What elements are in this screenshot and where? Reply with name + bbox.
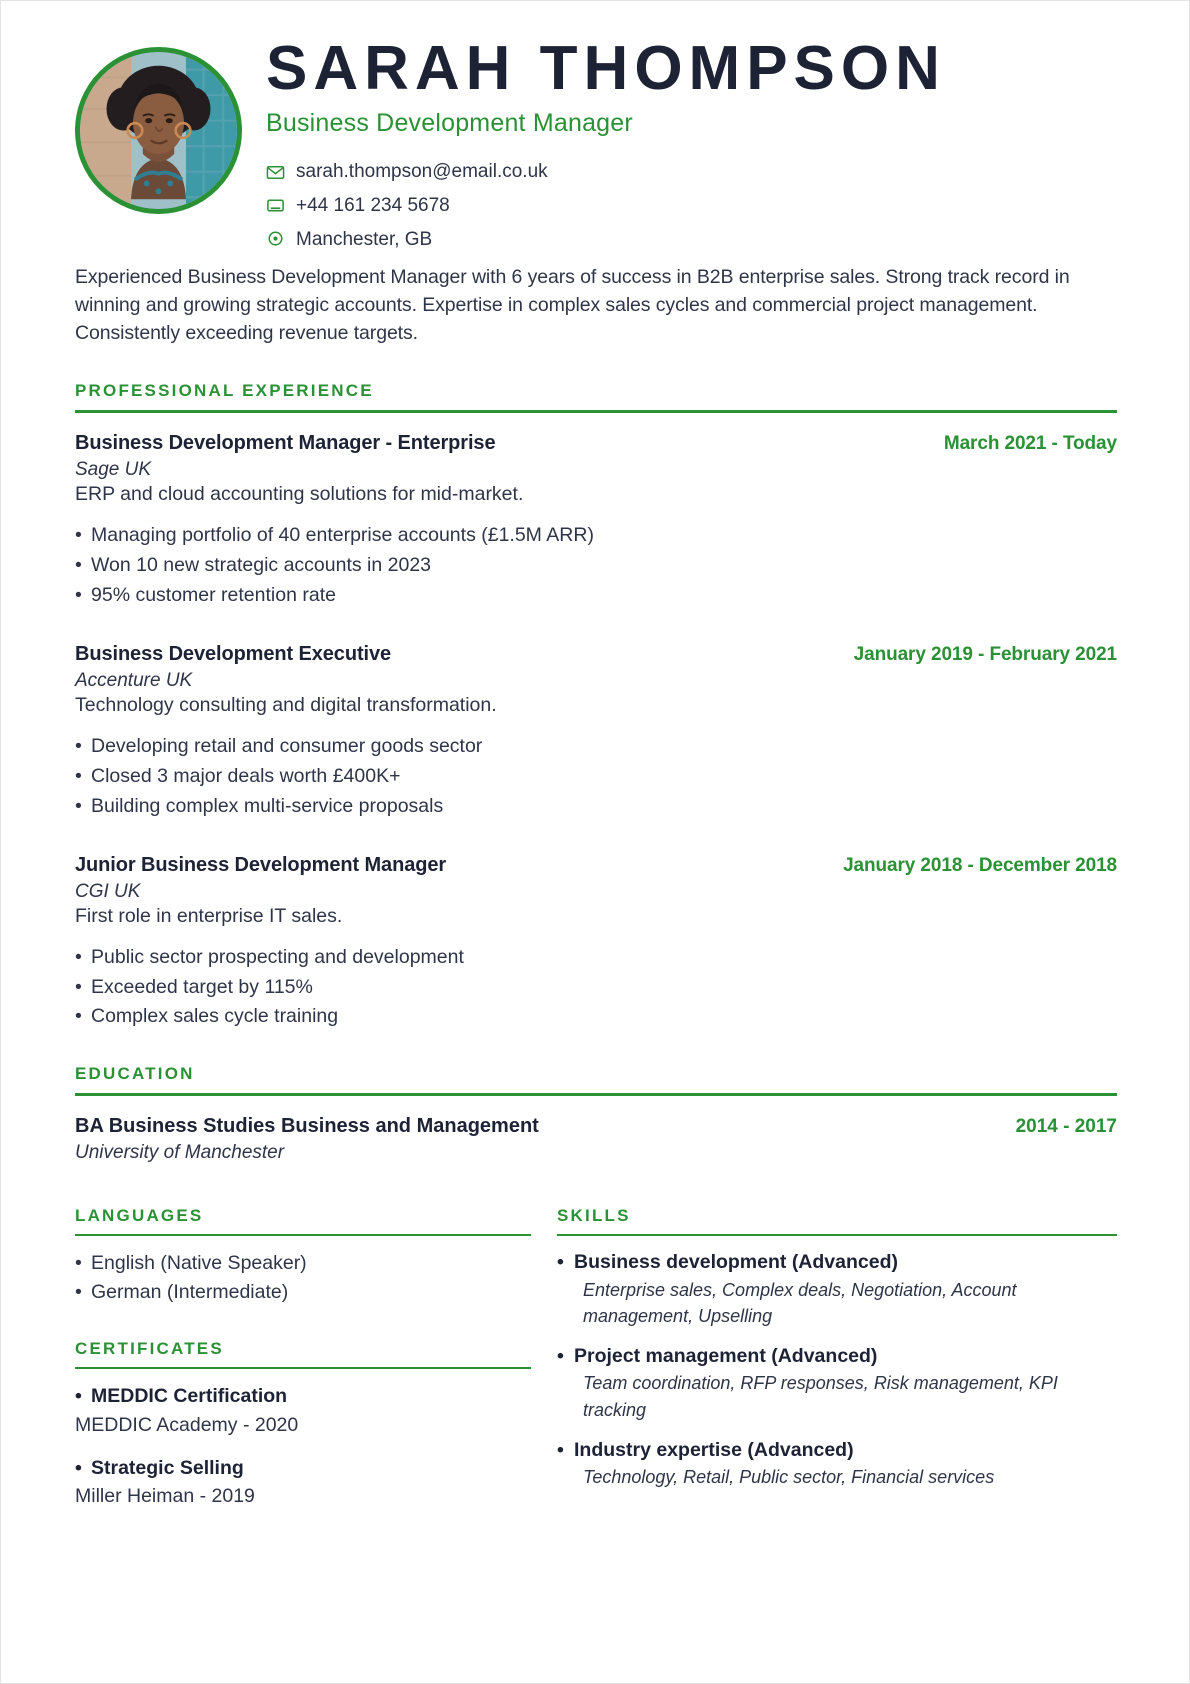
experience-role: Junior Business Development Manager [75,853,447,876]
education-dates: 2014 - 2017 [1015,1116,1117,1138]
experience-dates: January 2019 - February 2021 [853,643,1117,665]
skill-item [557,1437,1117,1491]
skill-detail: Team coordination, RFP responses, Risk management, KPI tracking [583,1373,1058,1420]
languages-list [75,1250,531,1306]
experience-bullets [75,944,1117,1031]
contact-phone-value: +44 161 234 5678 [296,194,450,216]
skill-name: • Project management (Advanced) [557,1343,1117,1369]
skill-detail: Technology, Retail, Public sector, Financial services [583,1466,995,1487]
section-certificates [75,1339,531,1509]
contact-phone[interactable] [266,193,1117,219]
certificate-name: • Strategic Selling [75,1455,531,1481]
section-education [75,1064,1117,1164]
section-divider [75,1367,531,1369]
skill-item [557,1343,1117,1424]
skill-item [557,1249,1117,1330]
experience-dates: March 2021 - Today [943,433,1117,455]
education-item-head [75,1115,1117,1138]
experience-dates: January 2018 - December 2018 [843,854,1117,876]
education-school: University of Manchester [75,1142,285,1164]
language-item: • German (Intermediate) [75,1279,531,1306]
experience-description: ERP and cloud accounting solutions for mid-market. [75,483,524,506]
education-degree: BA Business Studies Business and Management [75,1115,539,1138]
education-item [75,1115,1117,1164]
experience-bullet: • Managing portfolio of 40 enterprise accounts (£1.5M ARR) [75,522,1117,549]
experience-item [75,854,1117,1031]
experience-item-head [75,643,1117,666]
experience-company: Sage UK [75,459,152,481]
experience-bullet: • Closed 3 major deals worth £400K+ [75,763,1117,790]
contact-email-value: sarah.thompson@email.co.uk [296,161,548,183]
page-title: SARAH THOMPSON [266,34,946,103]
experience-bullet: • Developing retail and consumer goods sector [75,733,1117,760]
certificate-item [75,1383,531,1438]
section-languages [75,1206,531,1306]
section-title-skills: SKILLS [557,1206,631,1226]
avatar-container [75,27,242,227]
language-item: • English (Native Speaker) [75,1250,531,1277]
experience-bullet: • Building complex multi-service proposals [75,793,1117,820]
profile-photo-illustration [80,52,237,209]
skill-detail: Enterprise sales, Complex deals, Negotiation, Account management, Upselling [583,1279,1017,1327]
experience-company: Accenture UK [75,669,193,691]
section-title-education: EDUCATION [75,1064,195,1084]
skill-name: • Business development (Advanced) [557,1249,1117,1275]
location-pin-icon [266,230,285,249]
experience-item [75,432,1117,609]
resume-header [75,27,1117,260]
experience-role: Business Development Manager - Enterprise [75,432,496,455]
profile-summary: Experienced Business Development Manager with 6 years of success in B2B enterprise sales. Strong track record in winning and growing strategic accounts. Expertise in complex sales cycles and commercial project management. Consistently exceeding revenue targets. [75,266,1070,344]
certificate-meta: Miller Heiman - 2019 [75,1485,255,1508]
header-job-title: Business Development Manager [266,109,633,138]
bottom-left-column [75,1206,531,1509]
bottom-right-column [557,1206,1117,1509]
avatar [75,47,242,214]
section-title-certificates: CERTIFICATES [75,1339,224,1359]
experience-description: Technology consulting and digital transformation. [75,693,497,716]
experience-item-head [75,432,1117,455]
section-divider [75,1093,1117,1096]
section-divider [75,1234,531,1236]
phone-icon [266,196,285,215]
experience-bullet: • Complex sales cycle training [75,1003,1117,1030]
section-professional-experience [75,381,1117,1030]
experience-item-head [75,854,1117,877]
certificate-name: • MEDDIC Certification [75,1383,531,1409]
section-skills [557,1206,1117,1490]
experience-company: CGI UK [75,880,141,902]
experience-bullets [75,733,1117,820]
experience-bullet: • Exceeded target by 115% [75,974,1117,1001]
certificate-item [75,1455,531,1510]
section-title-experience: PROFESSIONAL EXPERIENCE [75,381,374,401]
contact-location-value: Manchester, GB [296,228,433,250]
section-divider [75,410,1117,413]
skill-name: • Industry expertise (Advanced) [557,1437,1117,1463]
experience-item [75,643,1117,820]
section-divider [557,1234,1117,1236]
experience-description: First role in enterprise IT sales. [75,904,343,927]
section-title-languages: LANGUAGES [75,1206,204,1226]
contact-location[interactable] [266,227,1117,253]
experience-bullets [75,522,1117,609]
header-text-block [266,27,1117,260]
experience-bullet: • Public sector prospecting and development [75,944,1117,971]
contact-email[interactable] [266,159,1117,185]
envelope-icon [266,163,285,182]
experience-role: Business Development Executive [75,642,392,665]
experience-bullet: • 95% customer retention rate [75,582,1117,609]
experience-bullet: • Won 10 new strategic accounts in 2023 [75,552,1117,579]
bottom-columns [75,1206,1117,1509]
certificate-meta: MEDDIC Academy - 2020 [75,1413,299,1436]
contact-list [266,159,1117,252]
